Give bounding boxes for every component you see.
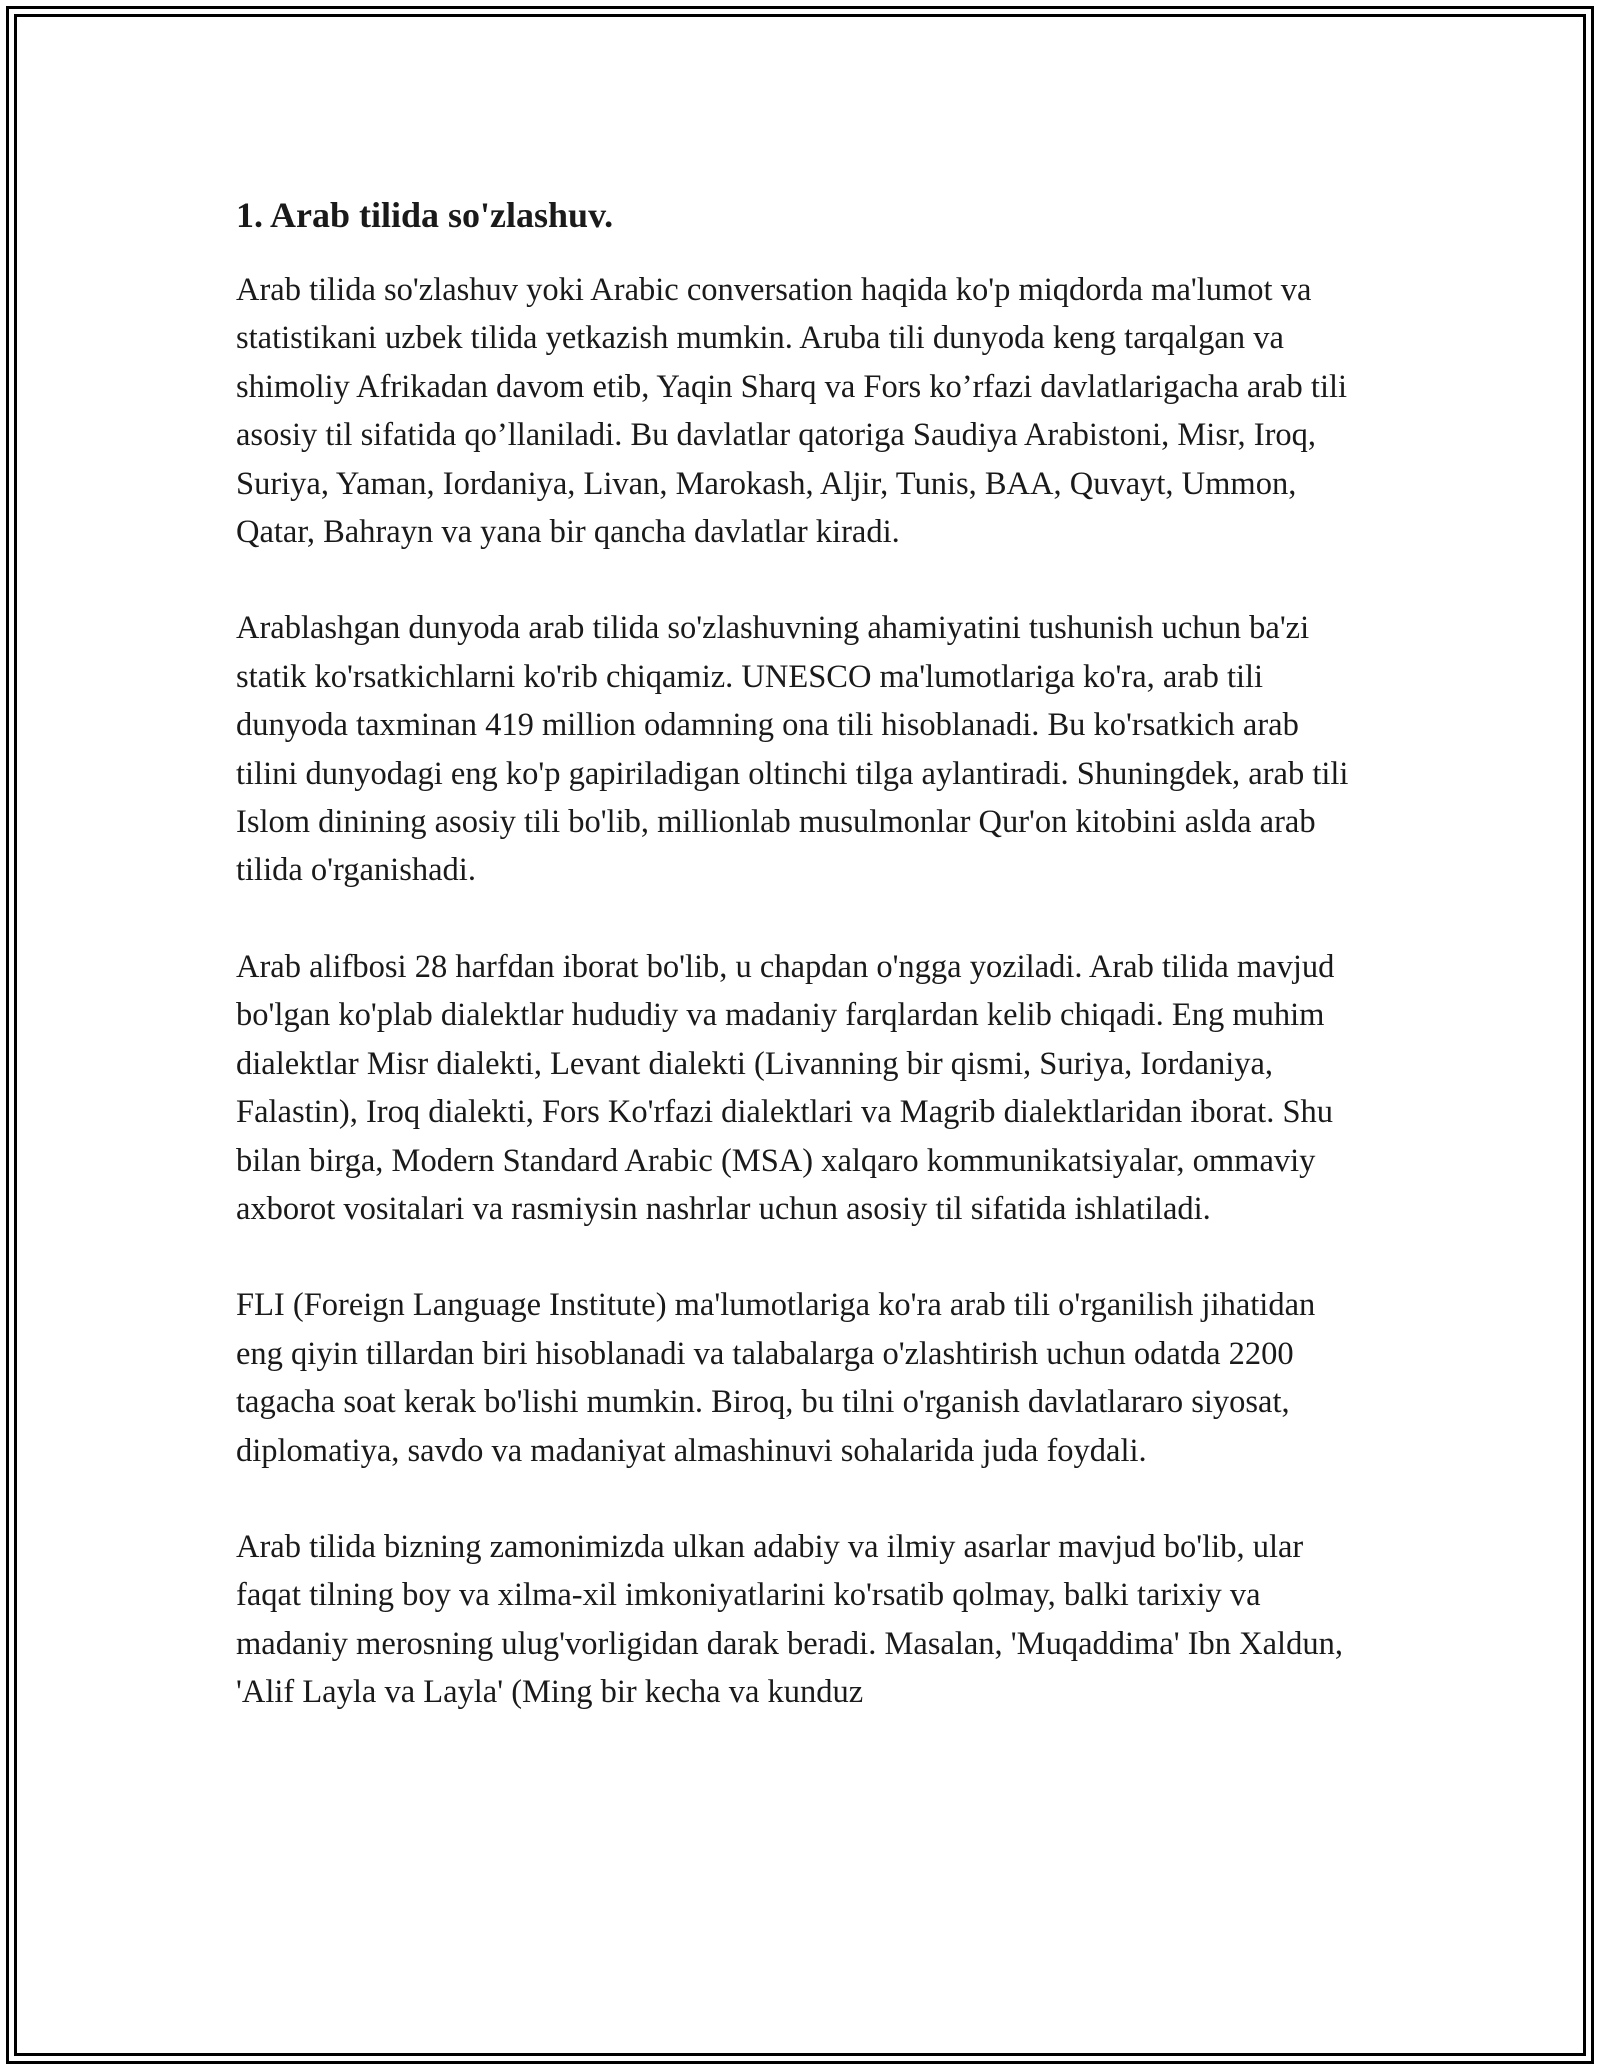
paragraph-3: Arab alifbosi 28 harfdan iborat bo'lib, u chapdan o'ngga yoziladi. Arab tilida mavjud bo'lgan ko'plab dialektlar hududiy va madaniy farqlardan kelib chiqadi. Eng muhim dialektlar Misr dialekti, Levant dialekti (Livanning bir qismi, Suriya, Iordaniya, Falastin), Iroq dialekti, Fors Ko'rfazi dialektlari va Magrib dialektlaridan iborat. Shu bilan birga, Modern Standard Arabic (MSA) xalqaro kommunikatsiyalar, ommaviy axborot vositalari va rasmiysin nashrlar uchun asosiy til sifatida ishlatiladi.: [236, 948, 1335, 1227]
paragraph-1: Arab tilida so'zlashuv yoki Arabic conversation haqida ko'p miqdorda ma'lumot va statistikani uzbek tilida yetkazish mumkin. Aruba tili dunyoda keng tarqalgan va shimoliy Afrikadan davom etib, Yaqin Sharq va Fors ko’rfazi davlatlarigacha arab tili asosiy til sifatida qo’llaniladi. Bu davlatlar qatoriga Saudiya Arabistoni, Misr, Iroq, Suriya, Yaman, Iordaniya, Livan, Marokash, Aljir, Tunis, BAA, Quvayt, Ummon, Qatar, Bahrayn va yana bir qancha davlatlar kiradi.: [236, 272, 1348, 551]
paragraph-4: FLI (Foreign Language Institute) ma'lumotlariga ko'ra arab tili o'rganilish jihatidan eng qiyin tillardan biri hisoblanadi va talabalarga o'zlashtirish uchun odatda 2200 tagacha soat kerak bo'lishi mumkin. Biroq, bu tilni o'rganish davlatlararo siyosat, diplomatiya, savdo va madaniyat almashinuvi sohalarida juda foydali.: [236, 1287, 1316, 1469]
paragraph-2: Arablashgan dunyoda arab tilida so'zlashuvning ahamiyatini tushunish uchun ba'zi statik ko'rsatkichlarni ko'rib chiqamiz. UNESCO ma'lumotlariga ko'ra, arab tili dunyoda taxminan 419 million odamning ona tili hisoblanadi. Bu ko'rsatkich arab tilini dunyodagi eng ko'p gapiriladigan oltinchi tilga aylantiradi. Shuningdek, arab tili Islom dinining asosiy tili bo'lib, millionlab musulmonlar Qur'on kitobini aslda arab tilida o'rganishadi.: [236, 610, 1349, 889]
document-body: [236, 186, 1366, 1765]
document-title: 1. Arab tilida so'zlashuv.: [236, 195, 614, 235]
paragraph-5: Arab tilida bizning zamonimizda ulkan adabiy va ilmiy asarlar mavjud bo'lib, ular faqat tilning boy va xilma-xil imkoniyatlarini ko'rsatib qolmay, balki tarixiy va madaniy merosning ulug'vorligidan darak beradi. Masalan, 'Muqaddima' Ibn Xaldun, 'Alif Layla va Layla' (Ming bir kecha va kunduz: [236, 1528, 1343, 1711]
